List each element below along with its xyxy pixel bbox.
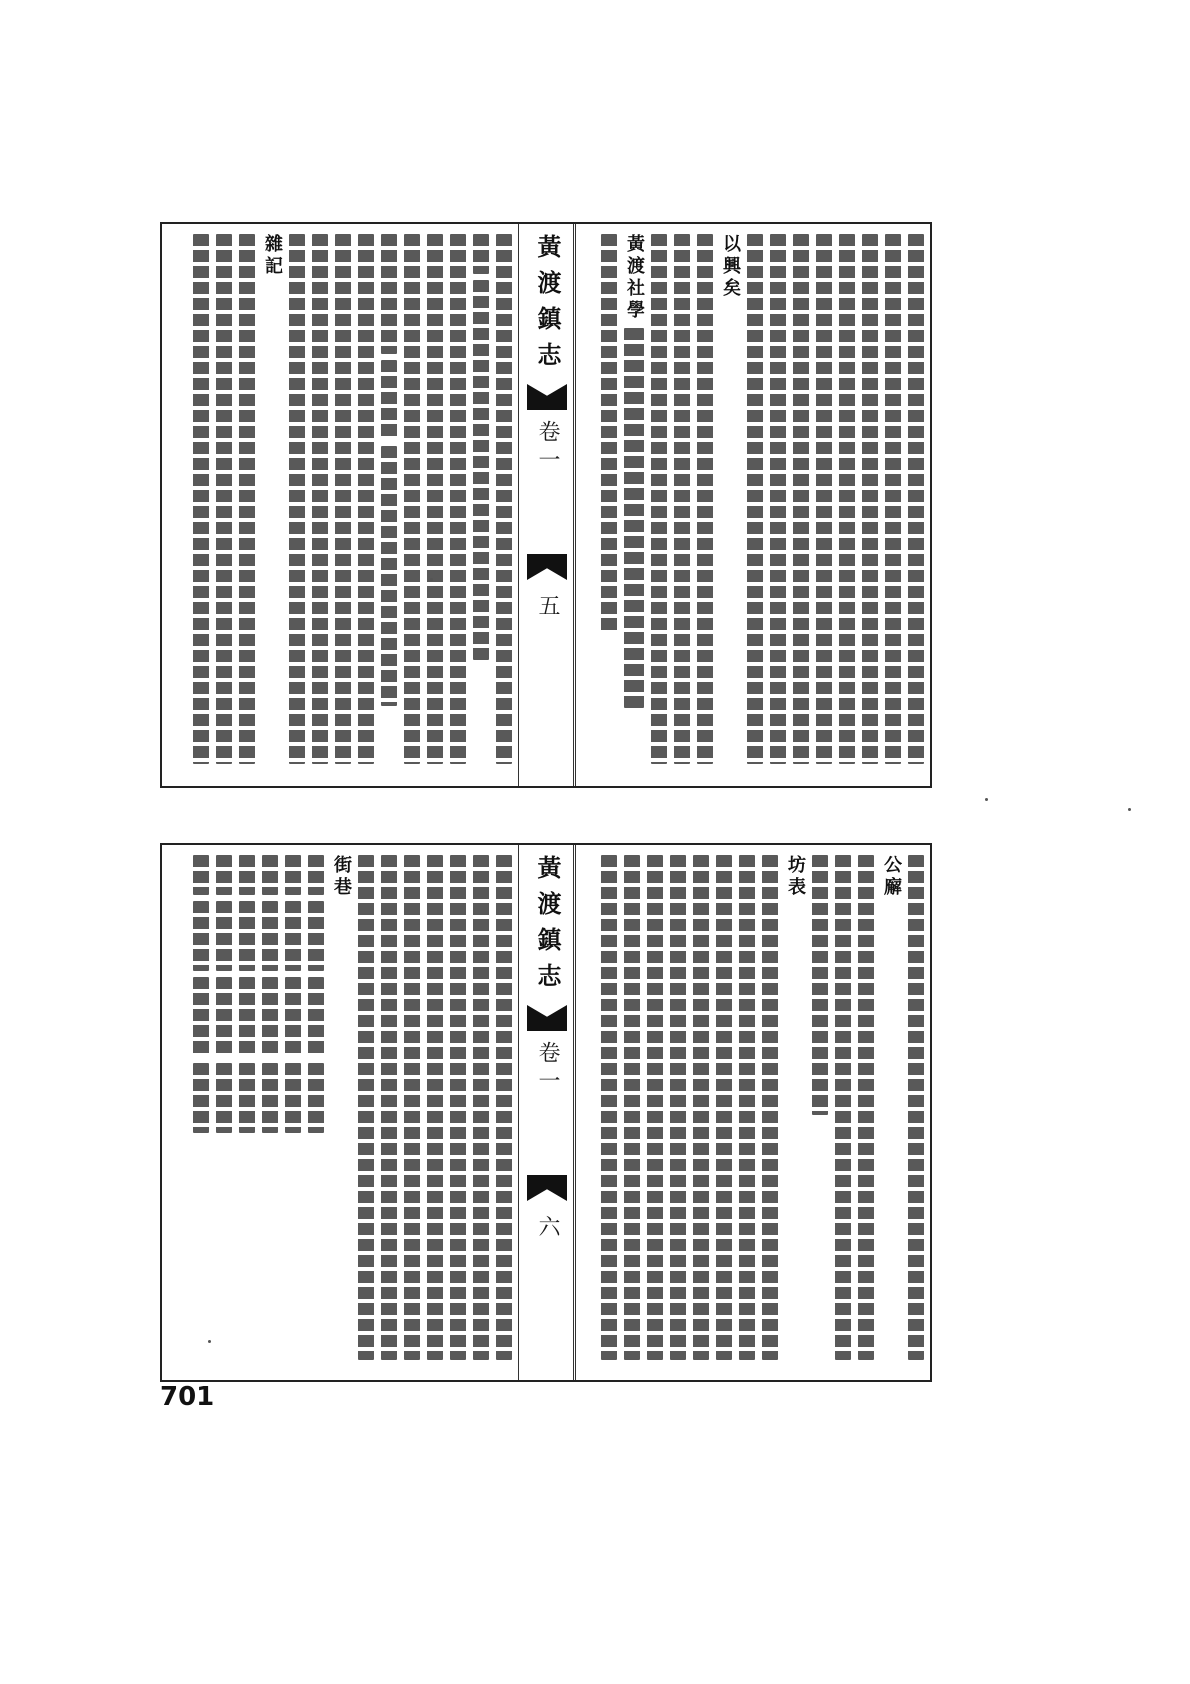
text-line-block bbox=[862, 234, 878, 764]
text-line-block bbox=[816, 234, 832, 764]
text-line-block bbox=[239, 234, 255, 764]
scan-speck bbox=[208, 1340, 211, 1343]
text-column bbox=[262, 855, 278, 1370]
text-column bbox=[427, 855, 443, 1370]
text-line-block bbox=[193, 855, 209, 895]
text-column bbox=[496, 234, 512, 776]
text-line-block bbox=[308, 977, 324, 1057]
text-column bbox=[693, 855, 709, 1370]
text-line-block bbox=[216, 234, 232, 764]
bottom-center-margin bbox=[518, 845, 576, 1380]
bottom-book-title: 黃渡鎮志 bbox=[533, 855, 562, 999]
text-column bbox=[762, 855, 778, 1370]
text-line-block bbox=[262, 901, 278, 971]
text-column bbox=[450, 234, 466, 776]
text-column bbox=[747, 234, 763, 776]
scan-speck bbox=[1128, 808, 1131, 811]
text-column bbox=[381, 855, 397, 1370]
section-heading: 公廨 bbox=[881, 855, 902, 899]
text-line-block bbox=[647, 855, 663, 1360]
text-line-block bbox=[762, 855, 778, 1360]
text-column bbox=[885, 234, 901, 776]
text-line-block bbox=[404, 234, 420, 764]
text-column bbox=[697, 234, 713, 776]
text-line-block bbox=[381, 234, 397, 354]
top-folio-number: 五 bbox=[535, 594, 560, 616]
text-line-block bbox=[473, 855, 489, 1360]
text-column bbox=[674, 234, 690, 776]
text-line-block bbox=[289, 234, 305, 764]
text-line-block bbox=[239, 977, 255, 1057]
section-heading: 雜記 bbox=[262, 234, 283, 278]
text-line-block bbox=[193, 977, 209, 1057]
text-line-block bbox=[308, 855, 324, 895]
text-line-block bbox=[239, 855, 255, 895]
text-line-block bbox=[835, 855, 851, 1360]
text-line-block bbox=[674, 234, 690, 764]
text-line-block bbox=[450, 234, 466, 764]
top-page-spread bbox=[160, 222, 932, 788]
text-line-block bbox=[908, 855, 924, 1360]
text-column bbox=[785, 855, 805, 1370]
text-line-block bbox=[697, 234, 713, 764]
text-line-block bbox=[216, 977, 232, 1057]
text-line-block bbox=[262, 977, 278, 1057]
text-line-block bbox=[693, 855, 709, 1360]
top-volume-label: 卷一 bbox=[535, 420, 560, 476]
text-column bbox=[601, 234, 617, 776]
text-line-block bbox=[716, 855, 732, 1360]
text-column bbox=[647, 855, 663, 1370]
text-column bbox=[193, 855, 209, 1370]
text-line-block bbox=[262, 1063, 278, 1133]
text-line-block bbox=[601, 234, 617, 634]
top-fishtail-lower bbox=[527, 554, 567, 580]
text-column bbox=[908, 855, 924, 1370]
text-column bbox=[381, 234, 397, 776]
text-column bbox=[720, 234, 740, 776]
text-column bbox=[770, 234, 786, 776]
text-line-block bbox=[216, 1063, 232, 1133]
text-column bbox=[216, 855, 232, 1370]
text-line-block bbox=[812, 855, 828, 1115]
text-column bbox=[450, 855, 466, 1370]
text-line-block bbox=[193, 234, 209, 764]
text-line-block bbox=[285, 977, 301, 1057]
bottom-folio-number: 六 bbox=[535, 1215, 560, 1237]
bottom-volume-label: 卷一 bbox=[535, 1041, 560, 1097]
text-line-block bbox=[358, 855, 374, 1360]
text-line-block bbox=[601, 855, 617, 1360]
text-line-block bbox=[358, 234, 374, 764]
text-column bbox=[812, 855, 828, 1370]
text-line-block bbox=[670, 855, 686, 1360]
top-left-panel bbox=[162, 224, 519, 786]
text-column bbox=[624, 234, 644, 776]
text-column bbox=[835, 855, 851, 1370]
text-column bbox=[239, 234, 255, 776]
bottom-right-text-columns bbox=[580, 855, 924, 1370]
text-line-block bbox=[239, 1063, 255, 1133]
text-column bbox=[308, 855, 324, 1370]
text-column bbox=[358, 855, 374, 1370]
text-line-block bbox=[858, 855, 874, 1360]
text-line-block bbox=[193, 901, 209, 971]
text-line-block bbox=[381, 360, 397, 440]
text-line-block bbox=[473, 280, 489, 660]
text-column bbox=[908, 234, 924, 776]
text-column bbox=[312, 234, 328, 776]
text-line-block bbox=[473, 234, 489, 274]
bottom-page-spread bbox=[160, 843, 932, 1382]
text-line-block bbox=[381, 446, 397, 706]
text-column bbox=[670, 855, 686, 1370]
text-column bbox=[816, 234, 832, 776]
text-column bbox=[793, 234, 809, 776]
text-line-block bbox=[193, 1063, 209, 1133]
text-column bbox=[858, 855, 874, 1370]
text-column bbox=[881, 855, 901, 1370]
text-line-block bbox=[285, 1063, 301, 1133]
text-line-block bbox=[739, 855, 755, 1360]
top-center-margin bbox=[518, 224, 576, 786]
text-line-block bbox=[308, 1063, 324, 1133]
text-line-block bbox=[885, 234, 901, 764]
text-line-block bbox=[404, 855, 420, 1360]
text-column bbox=[624, 855, 640, 1370]
text-line-block bbox=[747, 234, 763, 764]
text-line-block bbox=[285, 855, 301, 895]
text-column bbox=[335, 234, 351, 776]
section-heading: 以興矣 bbox=[720, 234, 741, 300]
text-line-block bbox=[285, 901, 301, 971]
top-book-title: 黃渡鎮志 bbox=[533, 234, 562, 378]
text-column bbox=[216, 234, 232, 776]
top-right-text-columns bbox=[580, 234, 924, 776]
top-fishtail-upper bbox=[527, 384, 567, 410]
text-column bbox=[285, 855, 301, 1370]
text-line-block bbox=[427, 855, 443, 1360]
section-heading: 街巷 bbox=[331, 855, 352, 899]
text-column bbox=[289, 234, 305, 776]
text-line-block bbox=[624, 328, 644, 708]
bottom-fishtail-lower bbox=[527, 1175, 567, 1201]
text-line-block bbox=[216, 855, 232, 895]
text-column bbox=[839, 234, 855, 776]
text-column bbox=[239, 855, 255, 1370]
text-line-block bbox=[450, 855, 466, 1360]
text-line-block bbox=[427, 234, 443, 764]
bottom-left-text-columns bbox=[168, 855, 512, 1370]
section-heading: 坊表 bbox=[785, 855, 806, 899]
text-column bbox=[331, 855, 351, 1370]
text-line-block bbox=[216, 901, 232, 971]
top-right-panel bbox=[573, 224, 930, 786]
text-column bbox=[404, 234, 420, 776]
text-line-block bbox=[335, 234, 351, 764]
text-line-block bbox=[624, 855, 640, 1360]
text-column bbox=[404, 855, 420, 1370]
section-heading: 黃渡社學 bbox=[624, 234, 645, 322]
text-line-block bbox=[496, 855, 512, 1360]
text-line-block bbox=[839, 234, 855, 764]
text-column bbox=[862, 234, 878, 776]
text-column bbox=[193, 234, 209, 776]
text-column bbox=[496, 855, 512, 1370]
text-column bbox=[473, 234, 489, 776]
bottom-fishtail-upper bbox=[527, 1005, 567, 1031]
text-line-block bbox=[793, 234, 809, 764]
top-left-text-columns bbox=[168, 234, 512, 776]
text-column bbox=[358, 234, 374, 776]
text-column bbox=[427, 234, 443, 776]
scan-speck bbox=[985, 798, 988, 801]
text-line-block bbox=[312, 234, 328, 764]
text-column bbox=[739, 855, 755, 1370]
text-column bbox=[601, 855, 617, 1370]
text-line-block bbox=[496, 234, 512, 764]
text-column bbox=[651, 234, 667, 776]
text-line-block bbox=[308, 901, 324, 971]
text-line-block bbox=[262, 855, 278, 895]
page-number: 701 bbox=[160, 1382, 215, 1412]
text-column bbox=[473, 855, 489, 1370]
text-column bbox=[716, 855, 732, 1370]
text-column bbox=[262, 234, 282, 776]
text-line-block bbox=[239, 901, 255, 971]
text-line-block bbox=[908, 234, 924, 764]
text-line-block bbox=[381, 855, 397, 1360]
text-line-block bbox=[651, 234, 667, 764]
bottom-left-panel bbox=[162, 845, 519, 1380]
scan-speck bbox=[430, 578, 433, 581]
text-line-block bbox=[770, 234, 786, 764]
bottom-right-panel bbox=[573, 845, 930, 1380]
